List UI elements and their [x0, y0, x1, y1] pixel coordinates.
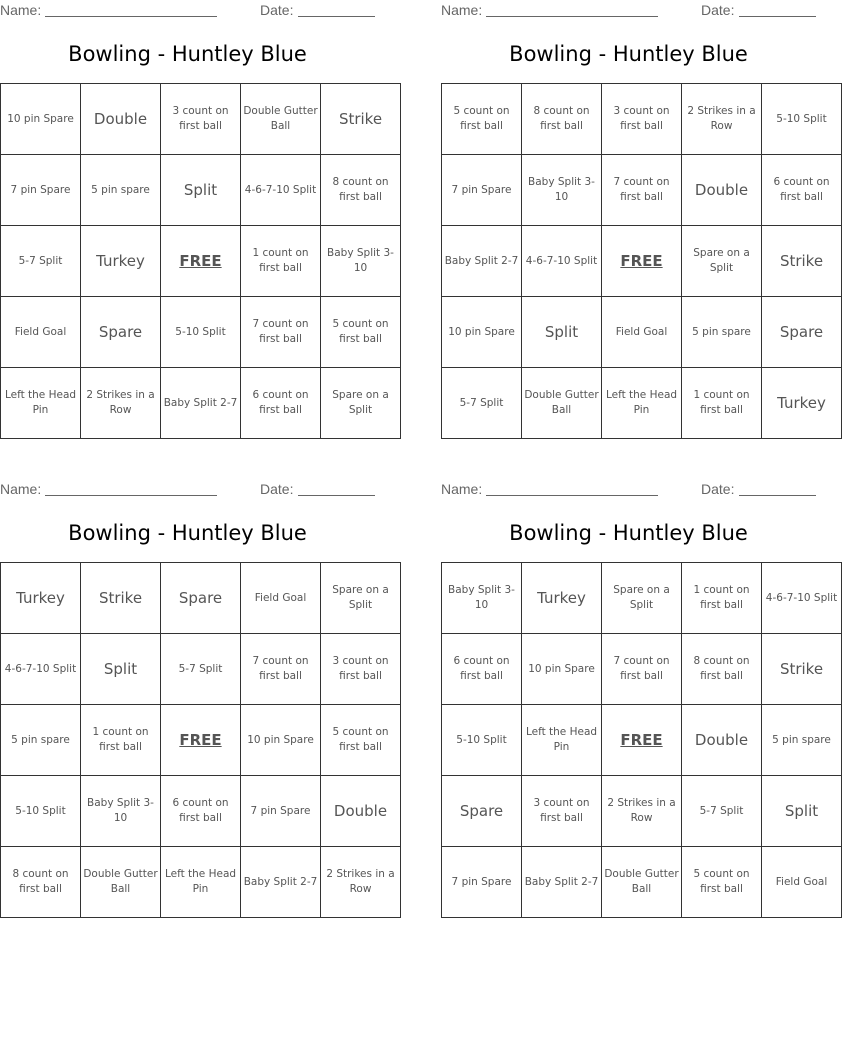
bingo-cell: 8 count on first ball — [682, 634, 762, 705]
bingo-cell: Baby Split 2-7 — [442, 226, 522, 297]
grid-row — [1, 155, 401, 226]
grid-row — [1, 776, 401, 847]
grid-row — [442, 84, 842, 155]
date-label: Date: — [701, 481, 735, 497]
grid-row — [442, 368, 842, 439]
bingo-cell: 1 count on first ball — [682, 563, 762, 634]
bingo-cell: 7 pin Spare — [442, 155, 522, 226]
bingo-cell: 7 pin Spare — [241, 776, 321, 847]
bingo-cell: 3 count on first ball — [602, 84, 682, 155]
bingo-cell: 2 Strikes in a Row — [321, 847, 401, 918]
bingo-cell: Spare on a Split — [602, 563, 682, 634]
grid-row — [442, 776, 842, 847]
bingo-cell: 5 pin spare — [1, 705, 81, 776]
bingo-cell: 6 count on first ball — [241, 368, 321, 439]
bingo-cell: Left the Head Pin — [602, 368, 682, 439]
bingo-cell: Strike — [762, 226, 842, 297]
bingo-cell: 1 count on first ball — [81, 705, 161, 776]
name-label: Name: — [0, 481, 42, 497]
bingo-cell: 5 count on first ball — [682, 847, 762, 918]
card-title: Bowling - Huntley Blue — [509, 42, 748, 66]
bingo-grid — [0, 83, 401, 439]
free-space: FREE — [602, 705, 682, 776]
grid-row — [1, 634, 401, 705]
bingo-cell: 1 count on first ball — [241, 226, 321, 297]
grid-row — [1, 847, 401, 918]
bingo-cell: Left the Head Pin — [161, 847, 241, 918]
name-label: Name: — [0, 2, 42, 18]
bingo-cell: Strike — [321, 84, 401, 155]
card-header — [0, 0, 375, 22]
bingo-cell: Strike — [762, 634, 842, 705]
bingo-cell: Double Gutter Ball — [602, 847, 682, 918]
name-label: Name: — [441, 2, 483, 18]
bingo-cell: 5 pin spare — [682, 297, 762, 368]
bingo-cell: Double Gutter Ball — [241, 84, 321, 155]
free-space: FREE — [602, 226, 682, 297]
bingo-cell: 1 count on first ball — [682, 368, 762, 439]
date-field[interactable] — [298, 16, 375, 17]
bingo-cell: Turkey — [522, 563, 602, 634]
bingo-cell: 10 pin Spare — [241, 705, 321, 776]
bingo-cell: Field Goal — [1, 297, 81, 368]
bingo-cell: 5 pin spare — [762, 705, 842, 776]
grid-row — [1, 297, 401, 368]
bingo-cell: 6 count on first ball — [442, 634, 522, 705]
grid-row — [442, 634, 842, 705]
date-field[interactable] — [298, 495, 375, 496]
bingo-cell: Baby Split 3-10 — [522, 155, 602, 226]
bingo-cell: Double — [321, 776, 401, 847]
bingo-grid — [0, 562, 401, 918]
bingo-cell: 5-7 Split — [161, 634, 241, 705]
bingo-cell: 5-10 Split — [1, 776, 81, 847]
bingo-cell: Double — [682, 155, 762, 226]
bingo-cell: 3 count on first ball — [161, 84, 241, 155]
grid-row — [1, 563, 401, 634]
bingo-cell: Split — [81, 634, 161, 705]
bingo-cell: 2 Strikes in a Row — [682, 84, 762, 155]
bingo-cell: 5-10 Split — [161, 297, 241, 368]
free-space: FREE — [161, 226, 241, 297]
bingo-cell: 5 count on first ball — [321, 297, 401, 368]
bingo-cell: Double — [81, 84, 161, 155]
card-title: Bowling - Huntley Blue — [68, 42, 307, 66]
bingo-card-4 — [441, 479, 838, 915]
bingo-cell: 8 count on first ball — [522, 84, 602, 155]
bingo-cell: 10 pin Spare — [442, 297, 522, 368]
grid-row — [1, 226, 401, 297]
bingo-cell: 2 Strikes in a Row — [81, 368, 161, 439]
grid-row — [1, 705, 401, 776]
bingo-cell: Spare on a Split — [321, 368, 401, 439]
bingo-cell: 6 count on first ball — [161, 776, 241, 847]
bingo-cell: Double Gutter Ball — [81, 847, 161, 918]
bingo-cell: 8 count on first ball — [321, 155, 401, 226]
bingo-cell: 5 count on first ball — [321, 705, 401, 776]
bingo-grid — [441, 83, 842, 439]
bingo-card-1 — [0, 0, 394, 436]
bingo-cell: Turkey — [762, 368, 842, 439]
bingo-cell: 5-7 Split — [682, 776, 762, 847]
grid-row — [1, 84, 401, 155]
grid-row — [442, 563, 842, 634]
bingo-cell: Turkey — [1, 563, 81, 634]
date-label: Date: — [701, 2, 735, 18]
free-space: FREE — [161, 705, 241, 776]
bingo-cell: 6 count on first ball — [762, 155, 842, 226]
card-header — [441, 479, 816, 501]
bingo-cell: 5-10 Split — [762, 84, 842, 155]
card-title: Bowling - Huntley Blue — [68, 521, 307, 545]
name-field[interactable] — [45, 495, 217, 496]
grid-row — [442, 847, 842, 918]
bingo-cell: Baby Split 2-7 — [241, 847, 321, 918]
bingo-cell: Baby Split 3-10 — [442, 563, 522, 634]
bingo-cell: 8 count on first ball — [1, 847, 81, 918]
bingo-cell: Split — [161, 155, 241, 226]
grid-row — [442, 705, 842, 776]
bingo-cell: 10 pin Spare — [522, 634, 602, 705]
bingo-cell: Baby Split 2-7 — [161, 368, 241, 439]
grid-row — [442, 297, 842, 368]
name-field[interactable] — [45, 16, 217, 17]
bingo-cell: Left the Head Pin — [522, 705, 602, 776]
name-field[interactable] — [486, 16, 658, 17]
card-title: Bowling - Huntley Blue — [509, 521, 748, 545]
bingo-cell: Spare — [442, 776, 522, 847]
bingo-cell: Baby Split 3-10 — [81, 776, 161, 847]
bingo-cell: Double — [682, 705, 762, 776]
bingo-cell: Strike — [81, 563, 161, 634]
bingo-cell: Spare on a Split — [321, 563, 401, 634]
bingo-cell: Baby Split 2-7 — [522, 847, 602, 918]
bingo-card-3 — [0, 479, 395, 915]
bingo-cell: 2 Strikes in a Row — [602, 776, 682, 847]
bingo-cell: Spare — [762, 297, 842, 368]
bingo-cell: 7 pin Spare — [1, 155, 81, 226]
bingo-cell: Split — [522, 297, 602, 368]
bingo-cell: 10 pin Spare — [1, 84, 81, 155]
bingo-cell: 5-7 Split — [442, 368, 522, 439]
bingo-cell: Left the Head Pin — [1, 368, 81, 439]
bingo-cell: 7 count on first ball — [602, 155, 682, 226]
bingo-cell: 4-6-7-10 Split — [1, 634, 81, 705]
card-header — [441, 0, 816, 22]
bingo-cell: Spare on a Split — [682, 226, 762, 297]
bingo-cell: 7 count on first ball — [241, 297, 321, 368]
bingo-cell: 5 pin spare — [81, 155, 161, 226]
date-field[interactable] — [739, 495, 816, 496]
bingo-cell: 5 count on first ball — [442, 84, 522, 155]
date-label: Date: — [260, 2, 294, 18]
bingo-grid — [441, 562, 842, 918]
bingo-cell: Baby Split 3-10 — [321, 226, 401, 297]
bingo-cell: 4-6-7-10 Split — [522, 226, 602, 297]
bingo-card-2 — [441, 0, 830, 436]
bingo-cell: 3 count on first ball — [522, 776, 602, 847]
name-label: Name: — [441, 481, 483, 497]
date-label: Date: — [260, 481, 294, 497]
bingo-cell: 3 count on first ball — [321, 634, 401, 705]
bingo-cell: 7 count on first ball — [241, 634, 321, 705]
bingo-cell: 7 pin Spare — [442, 847, 522, 918]
bingo-cell: 7 count on first ball — [602, 634, 682, 705]
bingo-cell: Field Goal — [762, 847, 842, 918]
card-header — [0, 479, 375, 501]
grid-row — [442, 155, 842, 226]
bingo-cell: 5-7 Split — [1, 226, 81, 297]
bingo-cell: Turkey — [81, 226, 161, 297]
grid-row — [442, 226, 842, 297]
bingo-cell: 4-6-7-10 Split — [762, 563, 842, 634]
bingo-cell: Field Goal — [241, 563, 321, 634]
bingo-cell: Split — [762, 776, 842, 847]
bingo-cell: 5-10 Split — [442, 705, 522, 776]
bingo-cell: Spare — [81, 297, 161, 368]
bingo-cell: Double Gutter Ball — [522, 368, 602, 439]
date-field[interactable] — [739, 16, 816, 17]
bingo-cell: Spare — [161, 563, 241, 634]
bingo-cell: Field Goal — [602, 297, 682, 368]
bingo-cell: 4-6-7-10 Split — [241, 155, 321, 226]
name-field[interactable] — [486, 495, 658, 496]
grid-row — [1, 368, 401, 439]
